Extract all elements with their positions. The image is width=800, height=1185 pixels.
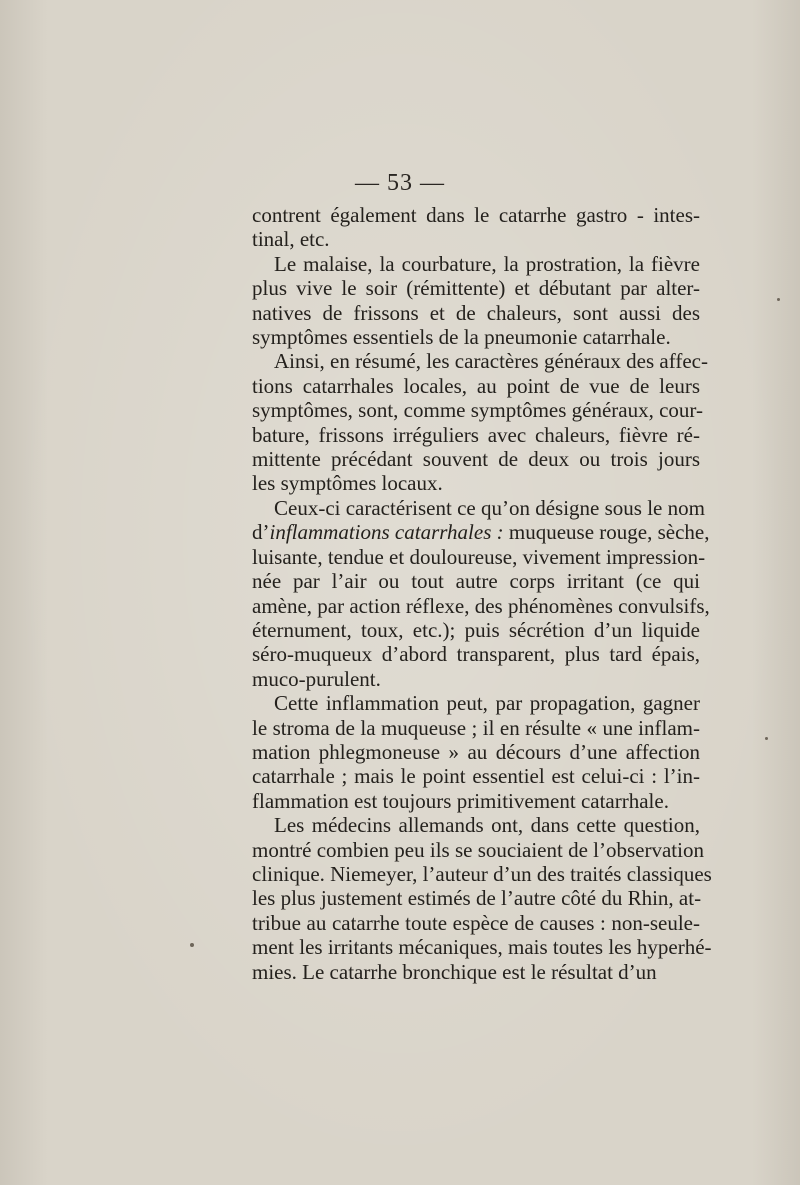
text-line: flammation est toujours primitivement catarrhale. [252,788,669,813]
paper-speck [777,298,780,301]
text-line: natives de frissons et de chaleurs, sont aussi des [252,300,700,325]
page-number: — 53 — [355,170,445,196]
text-line: plus vive le soir (rémittente) et débutant par alter- [252,276,700,301]
paper-speck [190,943,194,947]
paragraph [252,349,708,496]
body-text [252,203,712,984]
paragraph [252,203,700,252]
text-line: tinal, etc. [252,227,330,252]
text-line: les symptômes locaux. [252,471,443,496]
text-line: Ceux-ci caractérisent ce qu’on désigne sous le nom [274,495,705,520]
italic-term: inflammations catarrhales : [269,520,504,545]
text-line: luisante, tendue et douloureuse, vivement impression- [252,544,706,569]
text-line: tions catarrhales locales, au point de vue de leurs [252,373,700,398]
paragraph [252,691,700,813]
paper-speck [765,737,768,740]
text-line: bature, frissons irréguliers avec chaleurs, fièvre ré- [252,422,700,447]
text-line: contrent également dans le catarrhe gastro - intes- [252,203,700,227]
text-line: symptômes, sont, comme symptômes généraux, cour- [252,398,703,423]
text-run: muqueuse rouge, sèche, [503,520,710,545]
paragraph [252,813,712,984]
paragraph [252,252,700,350]
text-run: d’ [252,520,270,545]
text-line: Les médecins allemands ont, dans cette question, [274,813,700,838]
paragraph [252,495,710,691]
text-line: symptômes essentiels de la pneumonie catarrhale. [252,325,671,350]
text-line: clinique. Niemeyer, l’auteur d’un des traités classiques [252,861,712,886]
text-line: tribue au catarrhe toute espèce de causes : non-seule- [252,910,700,935]
text-line: ment les irritants mécaniques, mais toutes les hyperhé- [252,935,712,960]
text-line: mies. Le catarrhe bronchique est le résultat d’un [252,959,657,984]
text-line: amène, par action réflexe, des phénomènes convulsifs, [252,593,710,618]
text-line: muco-purulent. [252,666,381,691]
text-line: Le malaise, la courbature, la prostration, la fièvre [274,251,700,276]
text-line: Ainsi, en résumé, les caractères généraux des affec- [274,349,708,374]
text-line [252,520,710,545]
text-line: catarrhale ; mais le point essentiel est celui-ci : l’in- [252,764,700,789]
text-line: montré combien peu ils se souciaient de l’observation [252,837,704,862]
text-line: les plus justement estimés de l’autre côté du Rhin, at- [252,886,702,911]
text-line: mation phlegmoneuse » au décours d’une affection [252,739,700,764]
text-line: le stroma de la muqueuse ; il en résulte « une inflam- [252,715,700,740]
text-line: mittente précédant souvent de deux ou trois jours [252,447,700,472]
text-line: séro-muqueux d’abord transparent, plus tard épais, [252,642,700,667]
text-line: éternument, toux, etc.); puis sécrétion d’un liquide [252,617,700,642]
text-line: née par l’air ou tout autre corps irritant (ce qui [252,569,700,594]
text-line: Cette inflammation peut, par propagation, gagner [274,691,700,716]
